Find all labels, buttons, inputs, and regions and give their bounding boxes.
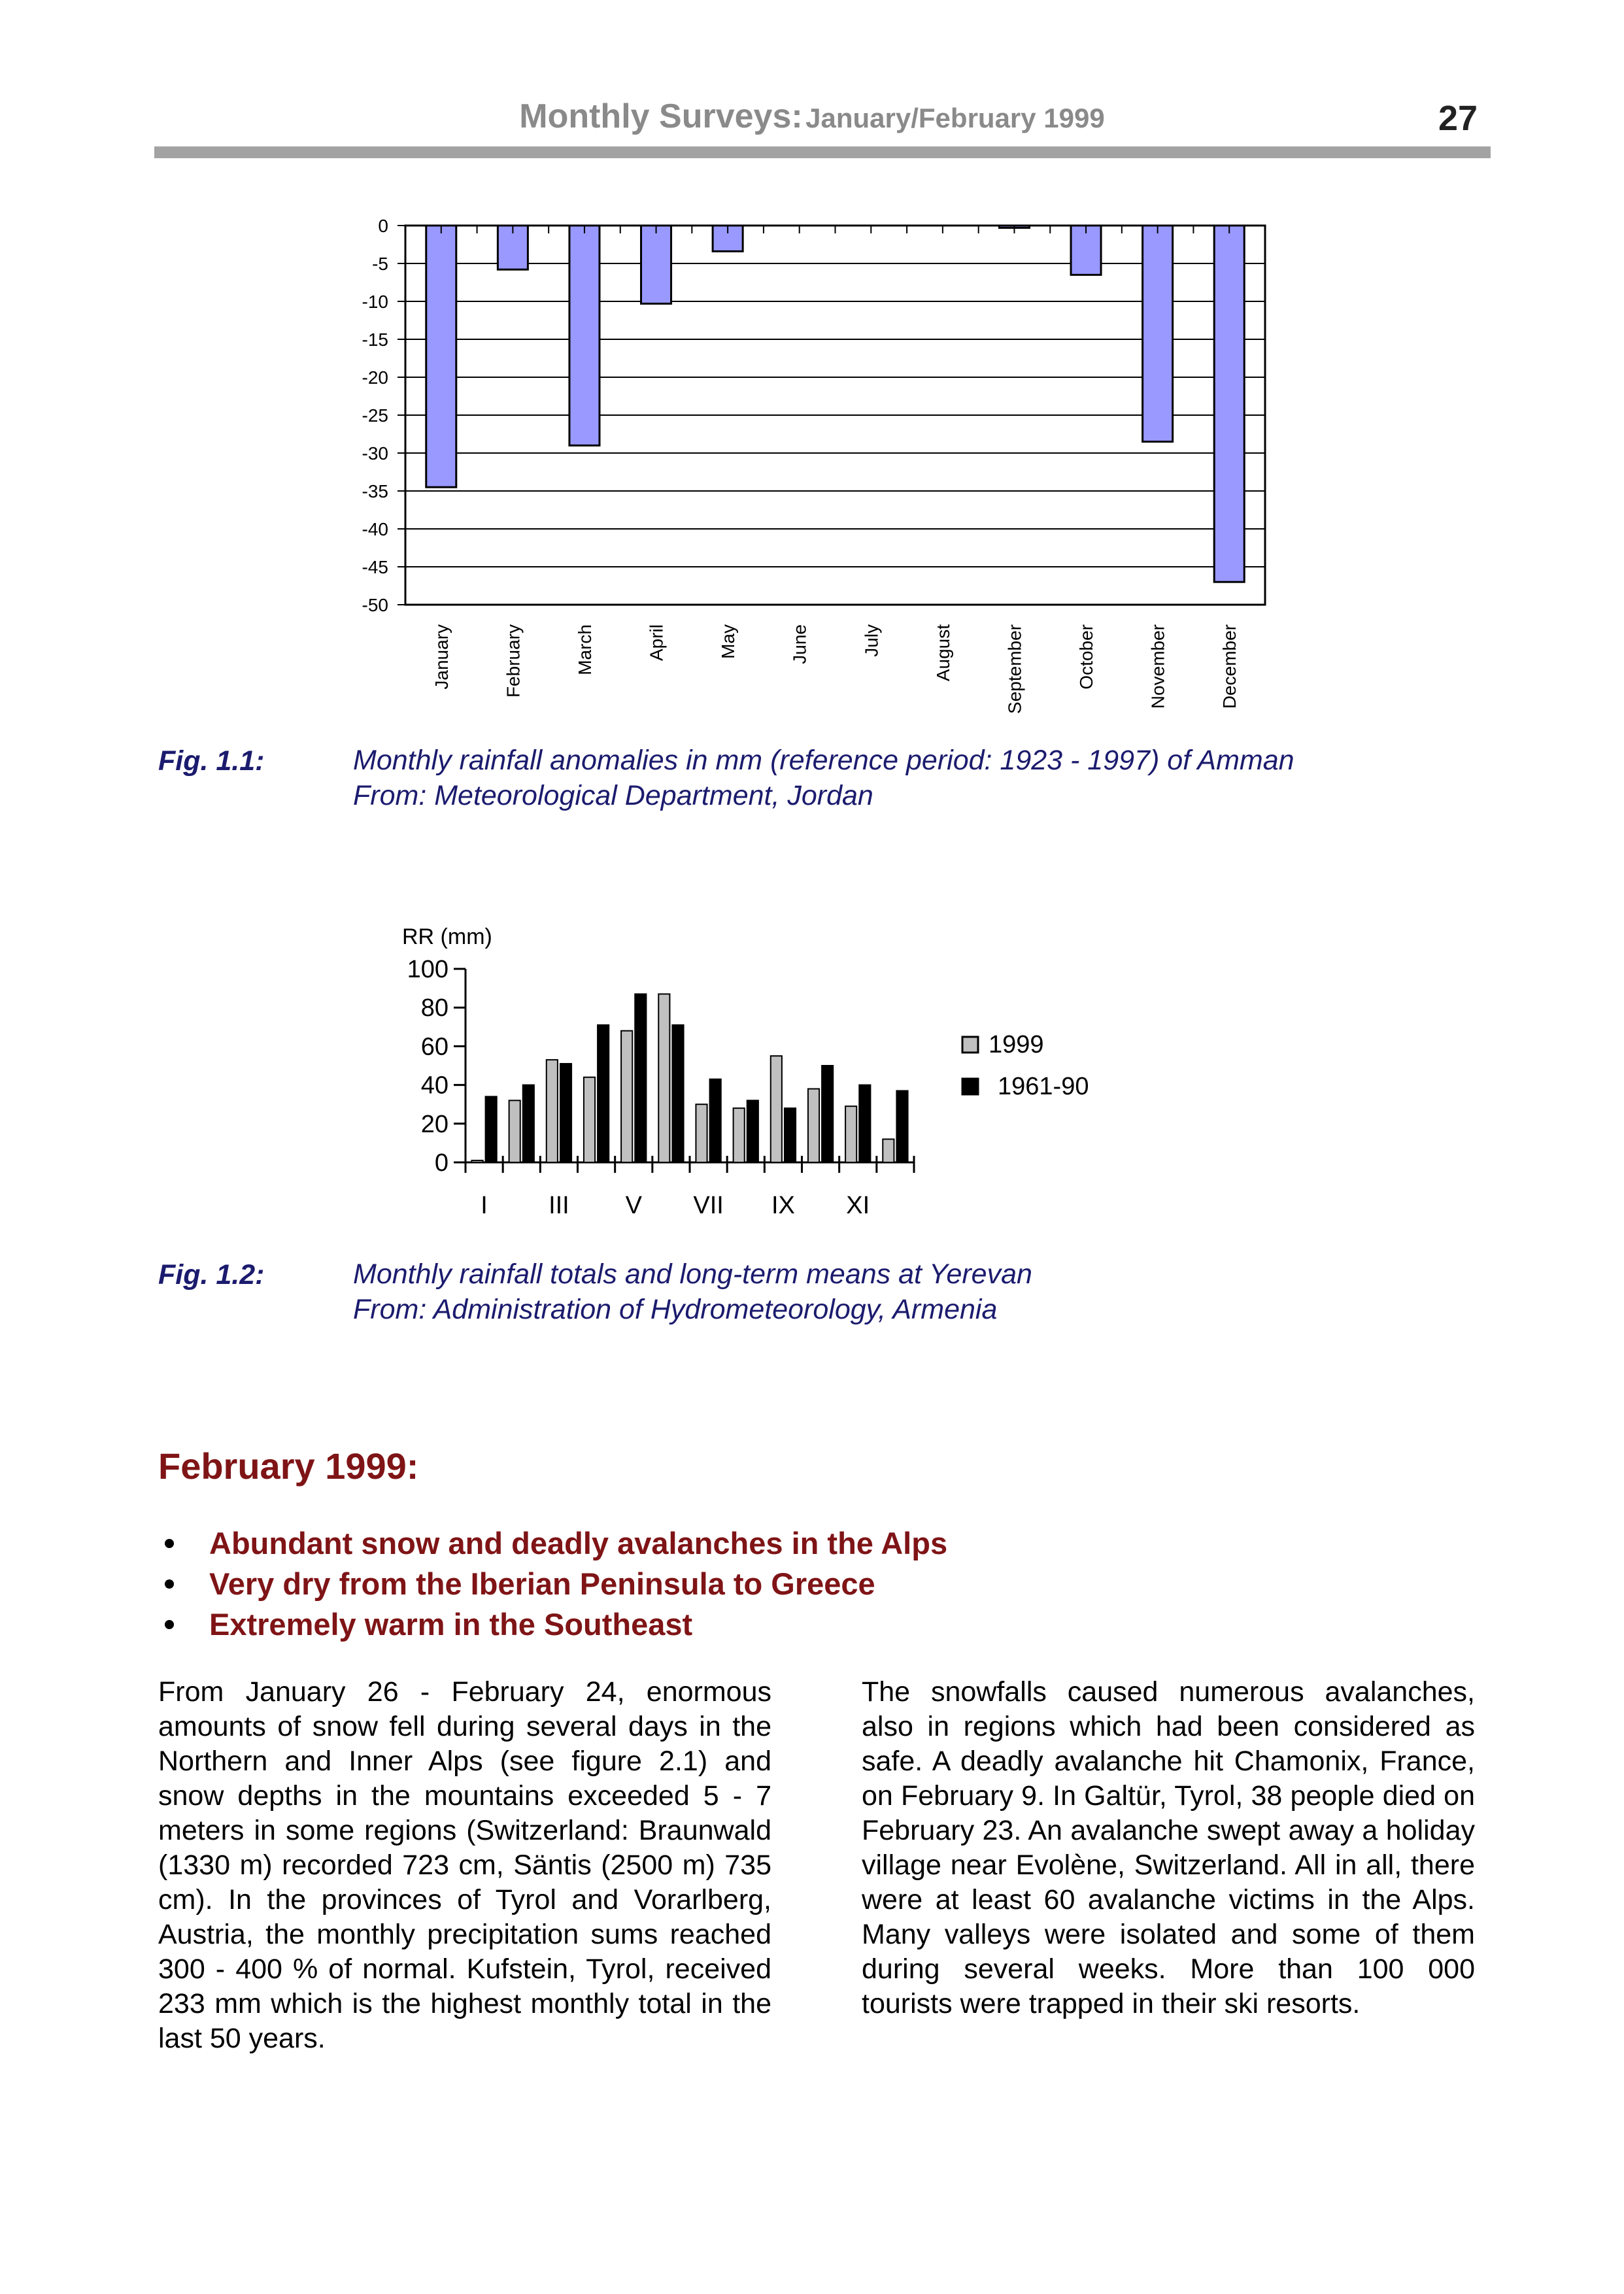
- bar: [426, 226, 456, 487]
- bar: [569, 226, 600, 445]
- bar-series-1961-90: [486, 1096, 497, 1162]
- y-tick-label: -10: [362, 292, 388, 312]
- bar-series-1961-90: [710, 1079, 721, 1162]
- bar-series-1961-90: [560, 1064, 571, 1162]
- bullet-dot-icon: [165, 1579, 174, 1589]
- fig-1-2-caption: [353, 1257, 1032, 1327]
- x-tick-label: May: [718, 624, 739, 659]
- header-subtitle: January/February 1999: [805, 103, 1105, 133]
- bar-series-1961-90: [747, 1100, 758, 1162]
- y-tick-label: -35: [362, 481, 388, 501]
- chart-rainfall-anomalies-amman: [0, 0, 1624, 771]
- legend-swatch: [962, 1079, 978, 1094]
- bar-series-1999: [471, 1160, 482, 1162]
- y-tick-label: 0: [434, 1149, 448, 1177]
- x-tick-label: November: [1147, 624, 1168, 709]
- bar-series-1999: [808, 1089, 819, 1162]
- section-heading: February 1999:: [158, 1445, 419, 1487]
- y-tick-label: -25: [362, 405, 388, 426]
- x-tick-label: August: [932, 624, 953, 682]
- bar-series-1999: [696, 1104, 707, 1162]
- bar-series-1999: [883, 1139, 894, 1162]
- x-tick-label: III: [549, 1192, 569, 1219]
- fig-1-1-caption-line1: Monthly rainfall anomalies in mm (reference period: 1923 - 1997) of Amman: [353, 745, 1294, 776]
- bar: [1214, 226, 1244, 582]
- highlight-item: Very dry from the Iberian Peninsula to Greece: [158, 1564, 947, 1604]
- x-tick-label: February: [503, 624, 524, 698]
- legend-label: 1999: [989, 1031, 1044, 1058]
- fig-1-2-caption-line1: Monthly rainfall totals and long-term means at Yerevan: [353, 1258, 1032, 1290]
- bar-series-1999: [771, 1056, 782, 1162]
- y-tick-label: -15: [362, 329, 388, 350]
- x-tick-label: October: [1076, 624, 1097, 690]
- y-tick-label: -20: [362, 367, 388, 388]
- x-tick-label: March: [574, 624, 595, 675]
- bar-series-1961-90: [822, 1066, 833, 1162]
- x-tick-label: September: [1004, 624, 1025, 714]
- fig-1-1-caption-line2: From: Meteorological Department, Jordan: [353, 780, 873, 811]
- x-tick-label: XI: [846, 1192, 870, 1219]
- x-tick-label: January: [431, 624, 452, 690]
- y-tick-label: -5: [372, 254, 388, 274]
- bar-series-1961-90: [672, 1025, 683, 1162]
- x-tick-label: April: [646, 624, 667, 662]
- bar-series-1999: [845, 1106, 856, 1162]
- y-tick-label: -45: [362, 557, 388, 577]
- bar-series-1961-90: [896, 1090, 907, 1162]
- fig-1-2-label: Fig. 1.2:: [158, 1259, 265, 1290]
- highlight-item: Extremely warm in the Southeast: [158, 1604, 947, 1645]
- y-tick-label: 60: [420, 1033, 448, 1061]
- body-column-left: From January 26 - February 24, enormous amounts of snow fell during several days in the Northern and Inner Alps (see figure 2.1) and snow depths in the mountains exceeded 5 - 7 meters in some regions (Switzerland: Braunwald (1330 m) recorded 723 cm, Säntis (2500 m) 735 cm). In the provinces of Tyrol and Vorarlberg, Austria, the monthly precipitation sums reached 300 - 400 % of normal. Kufstein, Tyrol, received 233 mm which is the highest monthly total in the last 50 years.: [158, 1676, 771, 2054]
- y-tick-label: 20: [420, 1110, 448, 1138]
- bar-series-1999: [621, 1031, 632, 1162]
- y-tick-label: 0: [378, 216, 388, 236]
- bar-series-1961-90: [598, 1025, 609, 1162]
- fig-1-2-caption-line2: From: Administration of Hydrometeorology, Armenia: [353, 1294, 998, 1325]
- x-tick-label: VII: [693, 1192, 724, 1219]
- y-tick-label: 100: [407, 956, 448, 983]
- fig-1-1-caption: [353, 743, 1294, 813]
- bar-series-1999: [509, 1100, 520, 1162]
- bullet-dot-icon: [165, 1620, 174, 1629]
- y-tick-label: -40: [362, 519, 388, 539]
- x-tick-label: V: [625, 1192, 642, 1219]
- x-tick-label: IX: [771, 1192, 795, 1219]
- page-number: 27: [1438, 99, 1478, 138]
- bar-series-1999: [658, 994, 669, 1162]
- highlights-list: [158, 1523, 947, 1645]
- y-tick-label: -50: [362, 595, 388, 615]
- bar-series-1999: [734, 1108, 745, 1162]
- y-tick-label: 40: [420, 1071, 448, 1100]
- x-tick-label: July: [861, 624, 882, 657]
- y-tick-label: 80: [420, 994, 448, 1022]
- bar: [641, 226, 671, 303]
- bar-series-1961-90: [635, 994, 646, 1162]
- body-column-right: The snowfalls caused numerous avalanches, also in regions which had been considered as safe. A deadly avalanche hit Chamonix, France, on February 9. In Galtür, Tyrol, 38 people died on February 23. An avalanche swept away a holiday village near Evolène, Switzerland. All in all, there were at least 60 avalanche victims in the Alps. Many valleys were isolated and some of them during several weeks. More than 100 000 tourists were trapped in their ski resorts.: [862, 1676, 1475, 2019]
- bar-series-1961-90: [785, 1108, 796, 1162]
- legend-swatch: [962, 1037, 978, 1053]
- legend-label: 1961-90: [998, 1073, 1089, 1100]
- header-title: Monthly Surveys:: [519, 97, 803, 135]
- x-tick-label: June: [789, 624, 810, 664]
- bullet-dot-icon: [165, 1539, 174, 1548]
- y-axis-label: RR (mm): [402, 924, 492, 949]
- bar-series-1999: [547, 1060, 558, 1162]
- bar-series-1999: [584, 1077, 595, 1162]
- x-tick-label: December: [1219, 624, 1240, 709]
- x-tick-label: I: [481, 1192, 488, 1219]
- bar-series-1961-90: [859, 1085, 870, 1162]
- bar: [1143, 226, 1173, 442]
- fig-1-1-label: Fig. 1.1:: [158, 745, 265, 777]
- chart-rainfall-yerevan: [0, 902, 1624, 1242]
- bar-series-1961-90: [523, 1085, 534, 1162]
- highlight-item: Abundant snow and deadly avalanches in the Alps: [158, 1523, 947, 1564]
- y-tick-label: -30: [362, 443, 388, 464]
